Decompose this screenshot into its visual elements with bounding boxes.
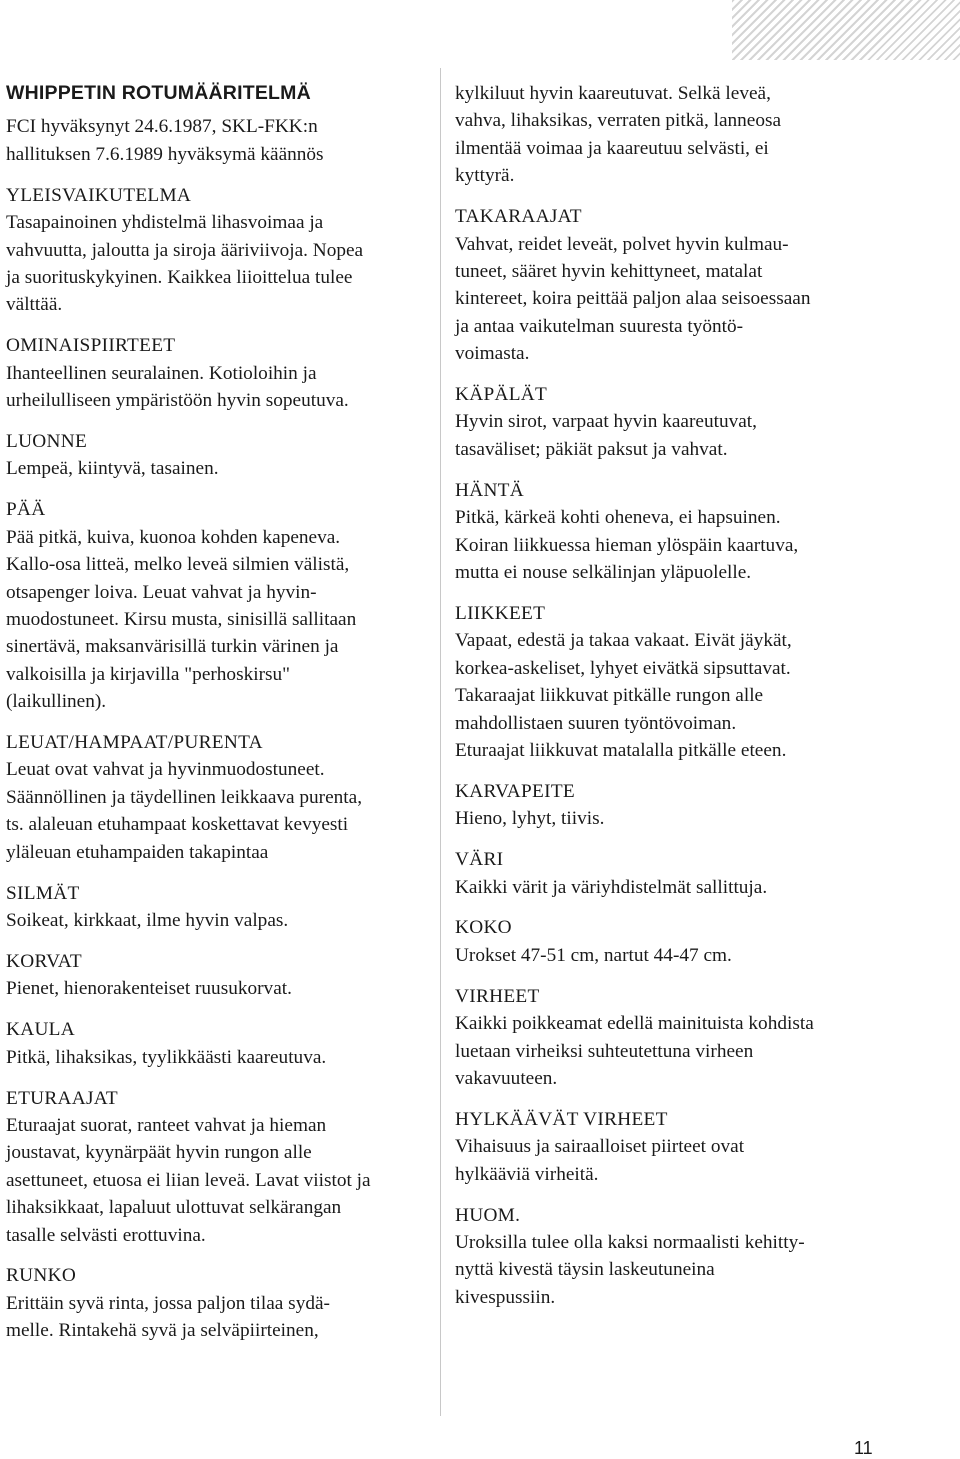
left-column (6, 80, 434, 1358)
section-heading: RUNKO (6, 1265, 77, 1287)
section-text-line: Säännöllinen ja täydellinen leikkaava purenta, (6, 786, 363, 808)
section-text-line: Pää pitkä, kuiva, kuonoa kohden kapeneva. (6, 526, 341, 548)
section-text-line: kintereet, koira peittää paljon alaa seisoessaan (455, 288, 811, 310)
section-text-line: välttää. (6, 294, 63, 316)
section-heading: PÄÄ (6, 499, 46, 521)
section-text-line: mahdollistaen suuren työntövoiman. (455, 712, 737, 734)
left-sections (6, 113, 434, 1344)
section-text-line: Soikeat, kirkkaat, ilme hyvin valpas. (6, 909, 289, 931)
section-heading: HÄNTÄ (455, 479, 524, 501)
section-heading: KÄPÄLÄT (455, 384, 548, 406)
section-heading: VÄRI (455, 849, 504, 871)
section-text-line: Tasapainoinen yhdistelmä lihasvoimaa ja (6, 212, 324, 234)
section-heading: KORVAT (6, 950, 82, 972)
section-text-line: Hieno, lyhyt, tiivis. (455, 808, 605, 830)
section-block (6, 1262, 434, 1344)
section-heading: VIRHEET (455, 985, 540, 1007)
section-text-line: Pienet, hienorakenteiset ruusukorvat. (6, 978, 292, 1000)
section-heading: ETURAAJAT (6, 1087, 118, 1109)
section-text-line: kyttyrä. (455, 165, 515, 187)
section-text-line: urheilulliseen ympäristöön hyvin sopeutuva. (6, 390, 349, 412)
section-heading: LIIKKEET (455, 602, 546, 624)
section-block (6, 1085, 434, 1249)
section-text-line: Leuat ovat vahvat ja hyvinmuodostuneet. (6, 759, 325, 781)
section-block (6, 428, 434, 483)
section-text-line: otsapenger loiva. Leuat vahvat ja hyvin- (6, 581, 317, 603)
section-text-line: Eturaajat liikkuvat matalalla pitkälle eteen. (455, 739, 787, 761)
section-text-line: valkoisilla ja kirjavilla "perhoskirsu" (6, 663, 291, 685)
section-text-line: Hyvin sirot, varpaat hyvin kaareutuvat, (455, 411, 757, 433)
section-text-line: Uroksilla tulee olla kaksi normaalisti kehitty- (455, 1232, 805, 1254)
section-text-line: korkea-askeliset, lyhyet eivätkä sipsuttavat. (455, 657, 791, 679)
section-text-line: yläleuan etuhampaiden takapintaa (6, 841, 269, 863)
section-text-line: Vapaat, edestä ja takaa vakaat. Eivät jäykät, (455, 630, 792, 652)
right-sections (455, 80, 890, 1311)
document-title: WHIPPETIN ROTUMÄÄRITELMÄ (6, 82, 311, 104)
section-block (6, 182, 434, 319)
section-text-line: mutta ei nouse selkälinjan yläpuolelle. (455, 562, 752, 583)
section-text-line: vahvuutta, jaloutta ja siroja ääriviivoja. Nopea (6, 239, 364, 261)
section-text-line: ilmentää voimaa ja kaareutuu selvästi, ei (455, 137, 769, 159)
column-divider (440, 68, 441, 1416)
section-text-line: (laikullinen). (6, 691, 107, 713)
section-text-line: kivespussiin. (455, 1286, 556, 1308)
section-heading: KAULA (6, 1019, 75, 1041)
section-heading: KOKO (455, 917, 512, 939)
section-heading: SILMÄT (6, 882, 80, 904)
section-text-line: melle. Rintakehä syvä ja selväpiirteinen, (6, 1320, 319, 1342)
section-text-line: Eturaajat suorat, ranteet vahvat ja hieman (6, 1114, 327, 1136)
section-block (455, 1106, 890, 1188)
section-text-line: voimasta. (455, 343, 530, 365)
section-text-line: Koiran liikkuessa hieman ylöspäin kaartuva, (455, 534, 799, 556)
section-heading: TAKARAAJAT (455, 206, 582, 228)
section-text-line: hallituksen 7.6.1989 hyväksymä käännös (6, 143, 324, 165)
section-heading: KARVAPEITE (455, 780, 576, 802)
section-text-line: ts. alaleuan etuhampaat koskettavat kevyesti (6, 814, 349, 836)
page-number: 11 (854, 1438, 873, 1458)
section-text-line: tasalle selvästi erottuvina. (6, 1224, 206, 1246)
section-text-line: vakavuuteen. (455, 1068, 558, 1089)
section-block (6, 1016, 434, 1071)
section-heading: HUOM. (455, 1204, 521, 1226)
section-block (455, 600, 890, 764)
section-block (455, 846, 890, 901)
corner-hatch-decoration (732, 0, 960, 60)
section-block (6, 332, 434, 414)
section-block (6, 948, 434, 1003)
section-text-line: asettuneet, etuosa ei liian leveä. Lavat viistot ja (6, 1169, 371, 1191)
section-heading: LUONNE (6, 430, 88, 452)
right-column (455, 80, 890, 1325)
section-block (6, 496, 434, 715)
section-text-line: Lempeä, kiintyvä, tasainen. (6, 458, 219, 480)
section-text-line: Kallo-osa litteä, melko leveä silmien välistä, (6, 554, 350, 576)
section-heading: LEUAT/HAMPAAT/PURENTA (6, 732, 263, 754)
section-text-line: Pitkä, lihaksikas, tyylikkäästi kaareutuva. (6, 1046, 327, 1068)
section-text-line: nyttä kivestä täysin laskeutuneina (455, 1259, 715, 1281)
section-text-line: Vahvat, reidet leveät, polvet hyvin kulmau- (455, 233, 789, 255)
section-text-line: tasaväliset; päkiät paksut ja vahvat. (455, 438, 728, 460)
section-text-line: Pitkä, kärkeä kohti oheneva, ei hapsuinen. (455, 507, 781, 529)
section-text-line: tuneet, sääret hyvin kehittyneet, matalat (455, 260, 763, 282)
section-block (455, 914, 890, 969)
section-text-line: Urokset 47-51 cm, nartut 44-47 cm. (455, 944, 732, 966)
section-block (455, 80, 890, 190)
section-block (455, 203, 890, 367)
section-block (455, 381, 890, 463)
section-text-line: lihaksikkaat, lapaluut ulottuvat selkärangan (6, 1197, 342, 1219)
section-text-line: luetaan virheiksi suhteutettuna virheen (455, 1040, 754, 1062)
section-text-line: sinertävä, maksanvärisillä turkin värinen ja (6, 636, 339, 658)
section-text-line: FCI hyväksynyt 24.6.1987, SKL-FKK:n (6, 116, 318, 138)
section-heading: OMINAISPIIRTEET (6, 335, 176, 357)
section-text-line: joustavat, kyynärpäät hyvin rungon alle (6, 1142, 312, 1164)
section-text-line: Kaikki poikkeamat edellä mainituista kohdista (455, 1013, 814, 1035)
section-block (455, 778, 890, 833)
section-block (455, 477, 890, 587)
section-text-line: hylkääviä virheitä. (455, 1163, 599, 1185)
section-text-line: muodostuneet. Kirsu musta, sinisillä sallitaan (6, 608, 357, 630)
section-text-line: Erittäin syvä rinta, jossa paljon tilaa sydä- (6, 1292, 330, 1314)
section-text-line: vahva, lihaksikas, verraten pitkä, lanneosa (455, 110, 782, 132)
section-heading: HYLKÄÄVÄT VIRHEET (455, 1108, 668, 1130)
section-text-line: Vihaisuus ja sairaalloiset piirteet ovat (455, 1136, 745, 1158)
section-block (6, 880, 434, 935)
section-text-line: ja suorituskykyinen. Kaikkea liioittelua tulee (6, 266, 353, 288)
section-text-line: Takaraajat liikkuvat pitkälle rungon alle (455, 685, 764, 707)
section-block (455, 1202, 890, 1312)
section-heading: YLEISVAIKUTELMA (6, 184, 192, 206)
section-text-line: Kaikki värit ja väriyhdistelmät sallittuja. (455, 876, 768, 898)
section-block (6, 729, 434, 866)
section-block (6, 113, 434, 168)
section-text-line: ja antaa vaikutelman suuresta työntö- (455, 315, 744, 337)
section-block (455, 983, 890, 1093)
section-text-line: kylkiluut hyvin kaareutuvat. Selkä leveä, (455, 83, 771, 104)
section-text-line: Ihanteellinen seuralainen. Kotioloihin ja (6, 362, 317, 384)
